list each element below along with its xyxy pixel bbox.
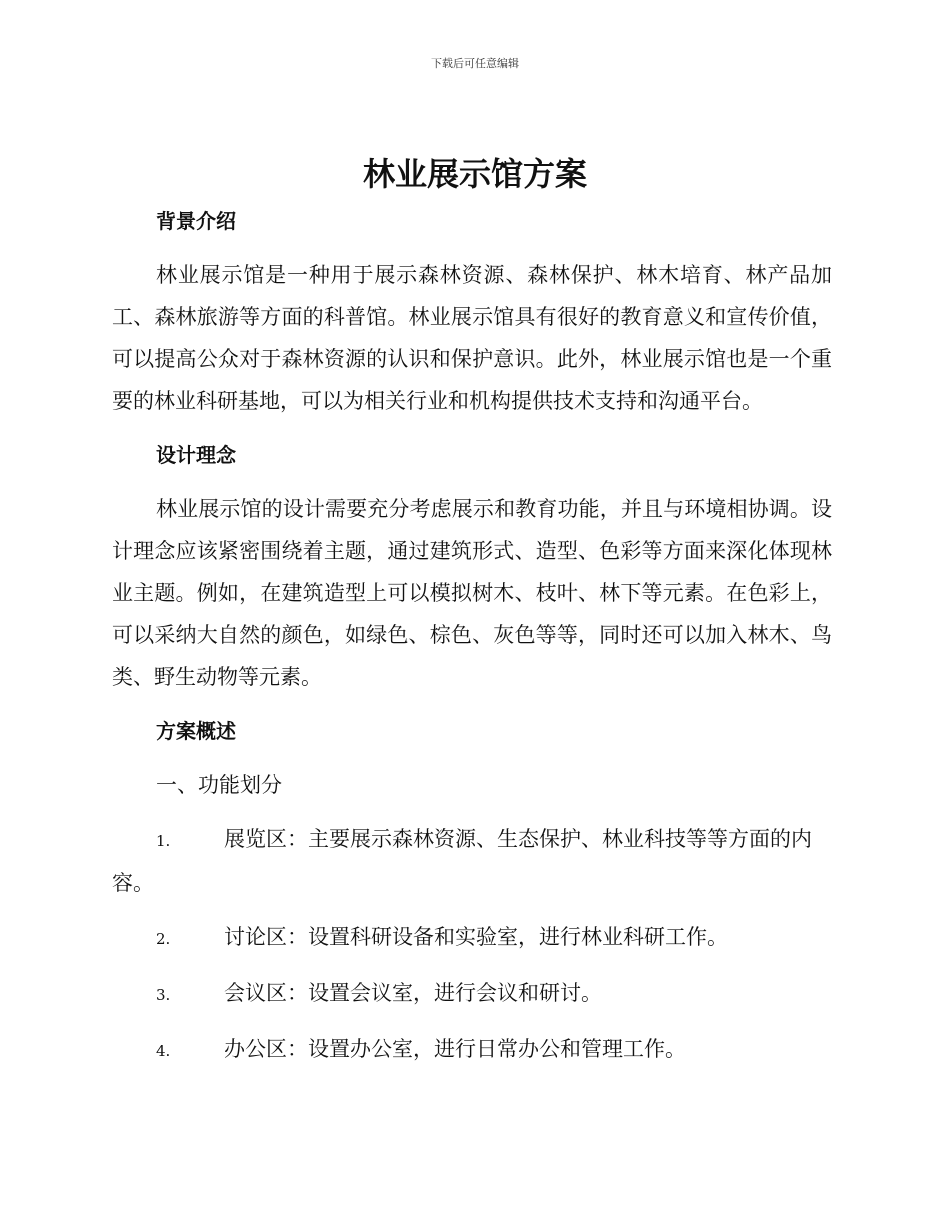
subheading-function-division: 一、功能划分: [156, 773, 282, 797]
header-note: 下载后可任意编辑: [431, 57, 519, 70]
list-item-text: 办公区：设置办公室，进行日常办公和管理工作。: [224, 1037, 686, 1061]
list-item: [112, 1028, 832, 1072]
document-body: [112, 200, 832, 1072]
section-text-design: 林业展示馆的设计需要充分考虑展示和教育功能，并且与环境相协调。设计理念应该紧密围绕着主题，通过建筑形式、造型、色彩等方面来深化体现林业主题。例如，在建筑造型上可以模拟树木、枝叶、林下等元素。在色彩上，可以采纳大自然的颜色，如绿色、棕色、灰色等等，同时还可以加入林木、鸟类、野生动物等元素。: [112, 497, 832, 689]
section-heading-design: 设计理念: [156, 443, 236, 467]
list-item: [112, 818, 832, 904]
section-text-background: 林业展示馆是一种用于展示森林资源、森林保护、林木培育、林产品加工、森林旅游等方面的科普馆。林业展示馆具有很好的教育意义和宣传价值，可以提高公众对于森林资源的认识和保护意识。此外，林业展示馆也是一个重要的林业科研基地，可以为相关行业和机构提供技术支持和沟通平台。: [112, 263, 832, 413]
document-title: 林业展示馆方案: [362, 155, 587, 193]
section-heading-background: 背景介绍: [156, 209, 236, 233]
section-heading-overview: 方案概述: [156, 719, 236, 743]
list-item-number: 4.: [156, 1042, 171, 1060]
list-item-text: 会议区：设置会议室，进行会议和研讨。: [224, 981, 602, 1005]
list-item-number: 2.: [156, 930, 171, 948]
list-item-number: 3.: [156, 986, 171, 1004]
list-item-number: 1.: [156, 832, 171, 850]
list-item-text: 讨论区：设置科研设备和实验室，进行林业科研工作。: [224, 925, 728, 949]
list-item: [112, 916, 832, 960]
list-item-text: 展览区：主要展示森林资源、生态保护、林业科技等等方面的内容。: [112, 827, 812, 895]
list-item: [112, 972, 832, 1016]
